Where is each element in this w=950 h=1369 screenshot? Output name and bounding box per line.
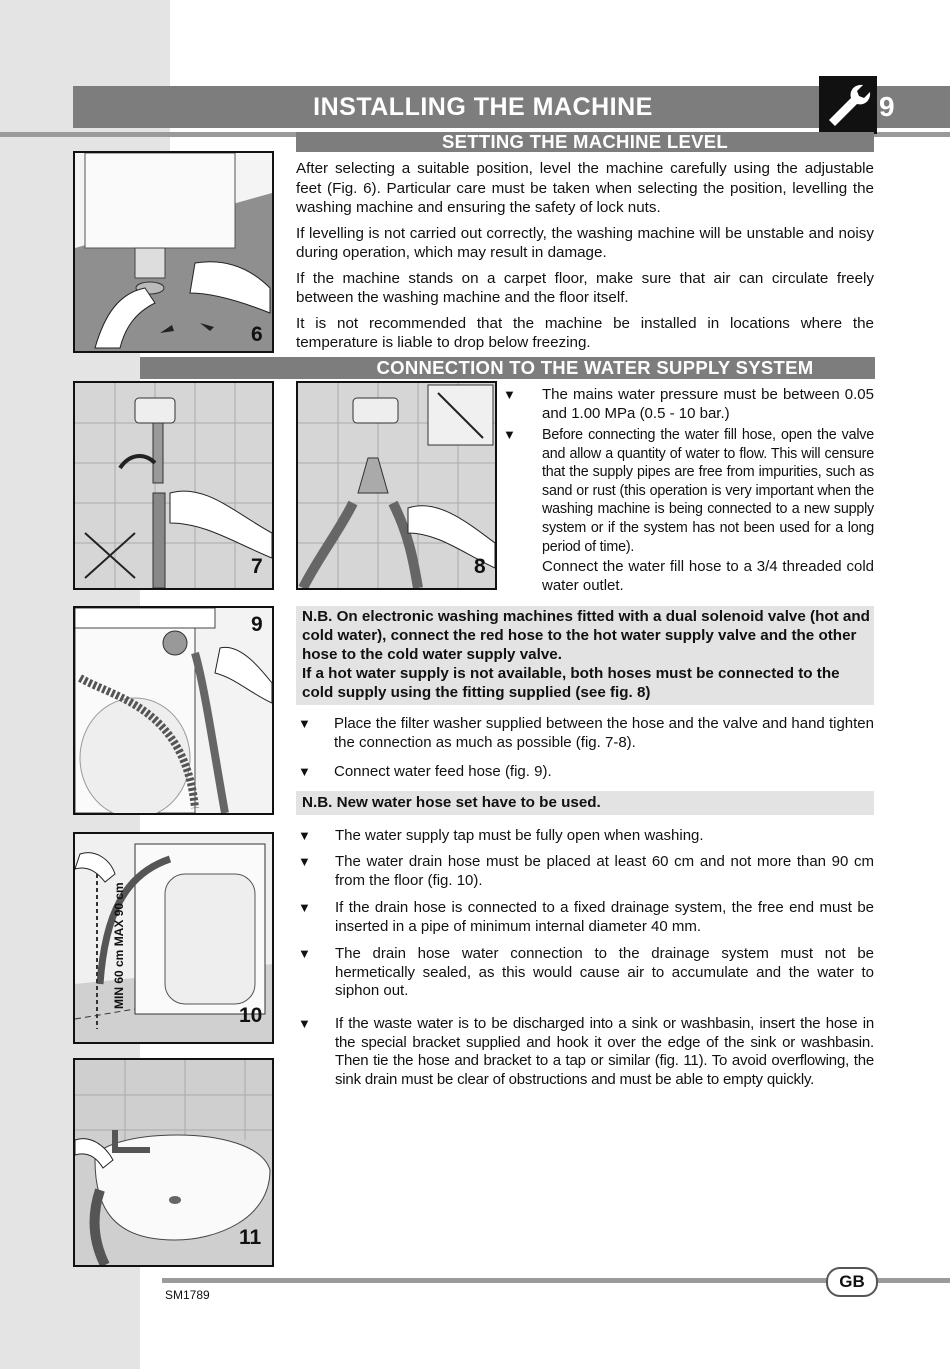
water-bullet-1: ▼ The mains water pressure must be between 0.05 and 1.00 MPa (0.5 - 10 bar.)	[503, 386, 874, 422]
water-bullet-feed-hose: ▼ Connect water feed hose (fig. 9).	[298, 763, 552, 780]
water-bullet-sink: ▼ If the waste water is to be discharged into a sink or washbasin, insert the hose in the special bracket supplied and hook it over the edge of the sink or washbasin. Then tie the hose and bracket to a tap or similar (fig. 11). To avoid overflowing, the sink drain must be clear of obstructions and must be able to empty quickly.	[298, 1015, 874, 1088]
bullet-glyph: ▼	[503, 427, 516, 442]
figure-6-number: 6	[251, 323, 263, 346]
bullet-glyph: ▼	[298, 828, 311, 843]
model-code: SM1789	[165, 1288, 210, 1302]
level-text	[296, 159, 874, 359]
bullet-glyph: ▼	[298, 1016, 311, 1031]
level-paragraph-4: It is not recommended that the machine be installed in locations where the temperature is liable to drop below freezing.	[296, 314, 874, 351]
water-bullet-tap-open: ▼ The water supply tap must be fully open when washing.	[298, 827, 704, 844]
language-badge: GB	[826, 1267, 878, 1297]
figure-8-number: 8	[474, 555, 486, 578]
bullet-glyph: ▼	[503, 387, 516, 402]
nb-dual-valve-box	[296, 606, 874, 705]
nb-new-hose-box	[296, 791, 874, 815]
figure-9	[73, 606, 274, 815]
level-paragraph-2: If levelling is not carried out correctly, the washing machine will be unstable and noisy during operation, which may result in damage.	[296, 224, 874, 261]
figure-8	[296, 381, 497, 590]
figure-10-height-label: MIN 60 cm MAX 90 cm	[112, 882, 126, 1009]
section-heading-level: SETTING THE MACHINE LEVEL	[296, 132, 874, 152]
level-paragraph-1: After selecting a suitable position, level the machine carefully using the adjustable feet (Fig. 6). Particular care must be taken when selecting the position, levelling the washing machine and ensuring the safety of lock nuts.	[296, 160, 874, 216]
bullet-glyph: ▼	[298, 900, 311, 915]
wrench-icon	[819, 76, 877, 134]
water-bullet-drain-fixed: ▼ If the drain hose is connected to a fixed drainage system, the free end must be inserted in a pipe of minimum internal diameter 40 mm.	[298, 899, 874, 935]
water-bullet-3: Connect the water fill hose to a 3/4 threaded cold water outlet.	[542, 558, 874, 594]
figure-10	[73, 832, 274, 1044]
figure-7	[73, 381, 274, 590]
level-paragraph-3: If the machine stands on a carpet floor, make sure that air can circulate freely between the washing machine and the floor itself.	[296, 269, 874, 306]
water-bullet-not-sealed: ▼ The drain hose water connection to the drainage system must not be hermetically sealed, as this would cause air to accumulate and the water to siphon out.	[298, 945, 874, 999]
figure-6	[73, 151, 274, 353]
page-title: INSTALLING THE MACHINE	[313, 93, 653, 121]
nb-dual-valve-2: If a hot water supply is not available, both hoses must be connected to the cold supply using the fitting supplied (see fig. 8)	[302, 665, 840, 701]
nb-new-hose: N.B. New water hose set have to be used.	[302, 794, 601, 811]
page-number: 9	[877, 86, 950, 128]
figure-11-number: 11	[239, 1226, 262, 1249]
section-heading-water: CONNECTION TO THE WATER SUPPLY SYSTEM	[376, 357, 814, 378]
water-bullet-filter-washer: ▼ Place the filter washer supplied between the hose and the valve and hand tighten the connection as much as possible (fig. 7-8).	[298, 715, 874, 751]
bullet-glyph: ▼	[298, 854, 311, 869]
bullet-glyph: ▼	[298, 764, 311, 779]
nb-dual-valve-1: N.B. On electronic washing machines fitted with a dual solenoid valve (hot and cold water), connect the red hose to the hot water supply valve and the other hose to the cold water supply valve.	[302, 608, 870, 663]
section-heading-water-band	[140, 357, 875, 379]
figure-11	[73, 1058, 274, 1267]
bullet-glyph: ▼	[298, 946, 311, 961]
figure-10-number: 10	[239, 1004, 263, 1027]
bullet-glyph: ▼	[298, 716, 311, 731]
water-bullet-2: ▼ Before connecting the water fill hose, open the valve and allow a quantity of water to flow. This will censure that the supply pipes are free from impurities, such as sand or rust (this operation is very important when the washing machine is being connected to a new supply system or if the system has not been used for a long period of time).	[503, 427, 874, 555]
figure-9-number: 9	[251, 613, 263, 636]
water-bullet-drain-height: ▼ The water drain hose must be placed at least 60 cm and not more than 90 cm from the floor (fig. 10).	[298, 853, 874, 889]
figure-7-number: 7	[251, 555, 263, 578]
